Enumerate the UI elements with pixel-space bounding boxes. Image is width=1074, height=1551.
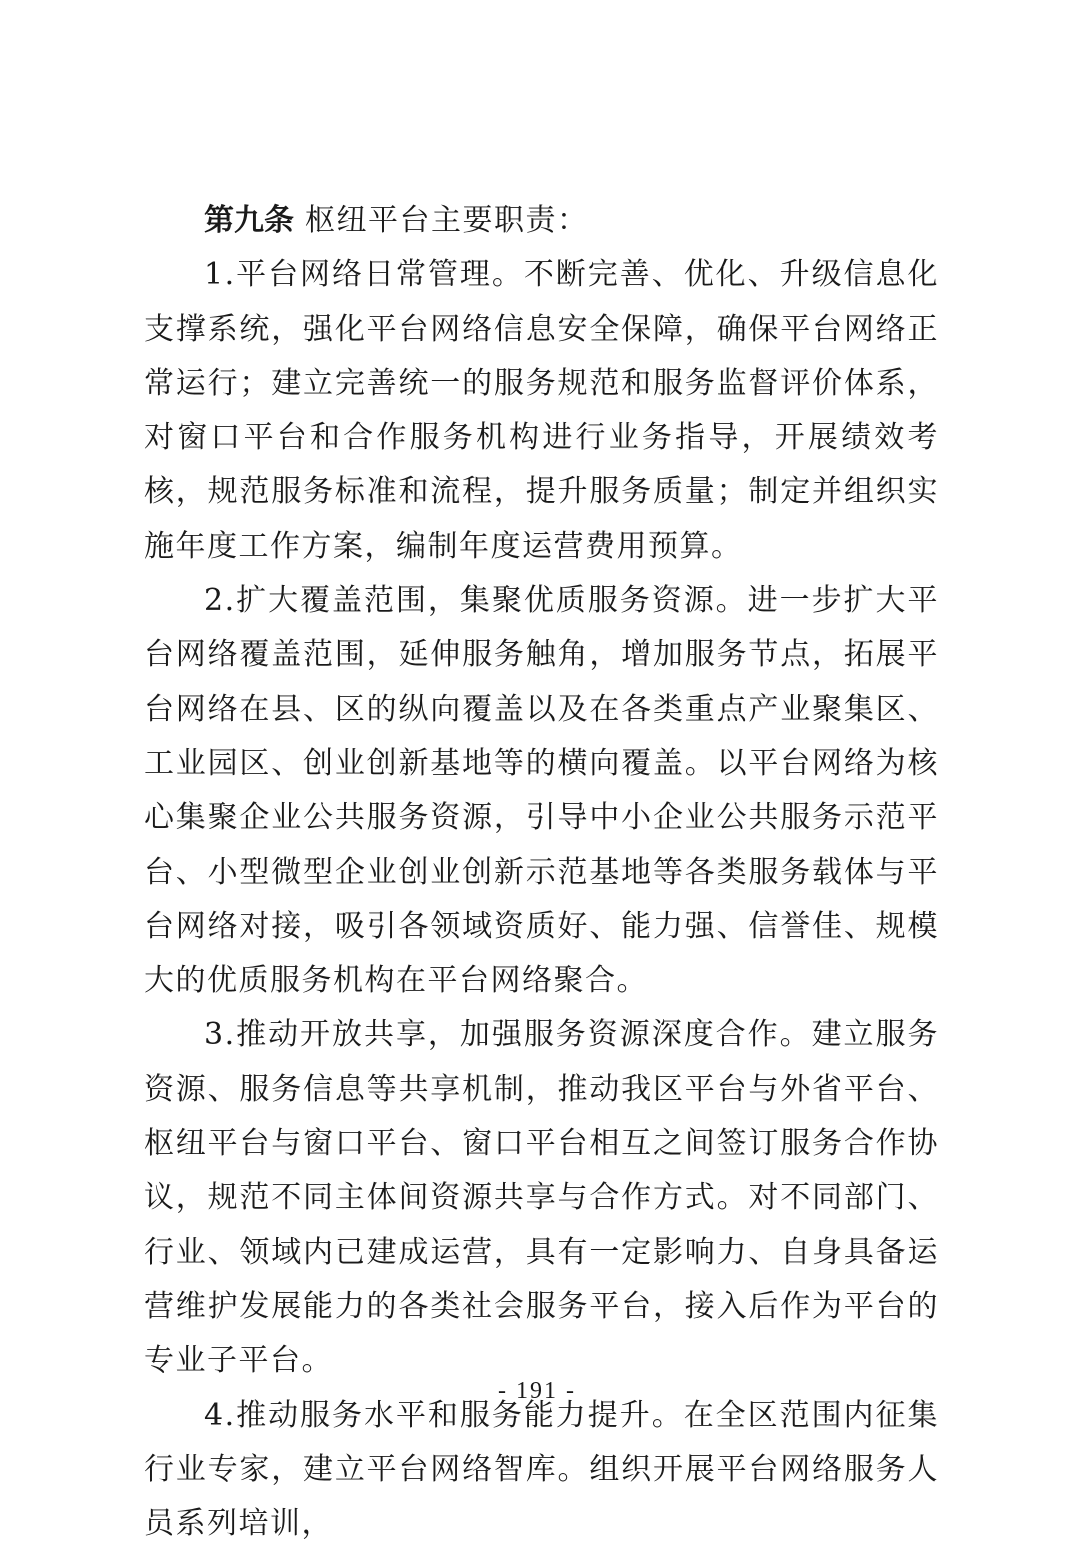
page-number: - 191 - bbox=[498, 1378, 576, 1404]
paragraph-3: 3.推动开放共享，加强服务资源深度合作。建立服务资源、服务信息等共享机制，推动我区平台与外省平台、枢纽平台与窗口平台、窗口平台相互之间签订服务合作协议，规范不同主体间资源共享与合作方式。对不同部门、行业、领域内已建成运营，具有一定影响力、自身具备运营维护发展能力的各类社会服务平台，接入后作为平台的专业子平台。 bbox=[144, 1017, 939, 1379]
article-paragraph bbox=[144, 194, 939, 248]
paragraph-2: 2.扩大覆盖范围，集聚优质服务资源。进一步扩大平台网络覆盖范围，延伸服务触角，增加服务节点，拓展平台网络在县、区的纵向覆盖以及在各类重点产业聚集区、工业园区、创业创新基地等的横向覆盖。以平台网络为核心集聚企业公共服务资源，引导中小企业公共服务示范平台、小型微型企业创业创新示范基地等各类服务载体与平台网络对接，吸引各领域资质好、能力强、信誉佳、规模大的优质服务机构在平台网络聚合。 bbox=[144, 583, 939, 999]
article-heading: 第九条 bbox=[204, 203, 294, 238]
paragraph-1: 1.平台网络日常管理。不断完善、优化、升级信息化支撑系统，强化平台网络信息安全保障，确保平台网络正常运行；建立完善统一的服务规范和服务监督评价体系，对窗口平台和合作服务机构进行业务指导，开展绩效考核，规范服务标准和流程，提升服务质量；制定并组织实施年度工作方案，编制年度运营费用预算。 bbox=[144, 257, 939, 564]
article-title: 枢纽平台主要职责： bbox=[305, 203, 589, 238]
paragraph-4: 4.推动服务水平和服务能力提升。在全区范围内征集行业专家，建立平台网络智库。组织开展平台网络服务人员系列培训， bbox=[144, 1397, 939, 1542]
body-text bbox=[144, 194, 939, 1551]
